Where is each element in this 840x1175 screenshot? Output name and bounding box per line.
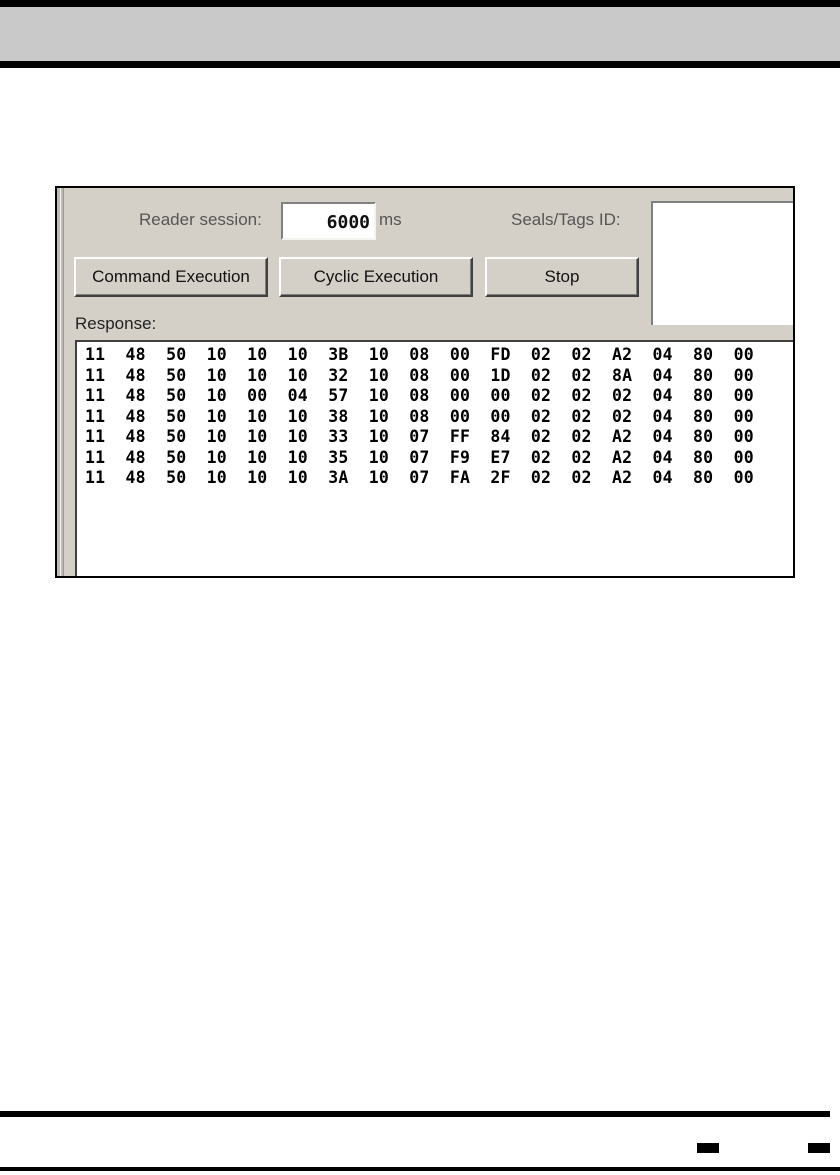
- command-execution-button[interactable]: Command Execution: [74, 257, 268, 297]
- response-line: 11 48 50 10 10 10 35 10 07 F9 E7 02 02 A2 04 80 00: [85, 447, 754, 467]
- response-line: 11 48 50 10 10 10 38 10 08 00 00 02 02 02 04 80 00: [85, 406, 754, 426]
- response-line: 11 48 50 10 10 10 33 10 07 FF 84 02 02 A2 04 80 00: [85, 427, 754, 446]
- stop-button[interactable]: Stop: [485, 257, 639, 297]
- response-textarea[interactable]: [75, 340, 795, 578]
- response-line: 11 48 50 10 10 10 32 10 08 00 1D 02 02 8A 04 80 00: [85, 365, 754, 385]
- response-line: 11 48 50 10 00 04 57 10 08 00 00 02 02 02 04 80 00: [85, 386, 754, 405]
- seals-tags-label: Seals/Tags ID:: [511, 210, 621, 229]
- response-line: 11 48 50 10 10 10 3B 10 08 00 FD 02 02 A2 04 80 00: [85, 345, 754, 364]
- response-line: 11 48 50 10 10 10 3A 10 07 FA 2F 02 02 A2 04 80 00: [85, 468, 754, 487]
- footer-rule-bottom: [0, 1167, 840, 1171]
- page-header-band: [0, 0, 840, 68]
- footer-rule-top: [0, 1111, 830, 1117]
- footer-marker: [808, 1143, 830, 1153]
- reader-session-input[interactable]: 6000: [281, 202, 376, 240]
- footer-marker: [697, 1143, 719, 1153]
- reader-session-label: Reader session:: [139, 210, 262, 229]
- cyclic-execution-button[interactable]: Cyclic Execution: [279, 257, 473, 297]
- reader-session-unit: ms: [379, 210, 402, 229]
- window-left-edge: [57, 188, 64, 576]
- response-label: Response:: [75, 314, 157, 333]
- seals-tags-id-field[interactable]: [651, 201, 795, 325]
- reader-window: [55, 186, 795, 578]
